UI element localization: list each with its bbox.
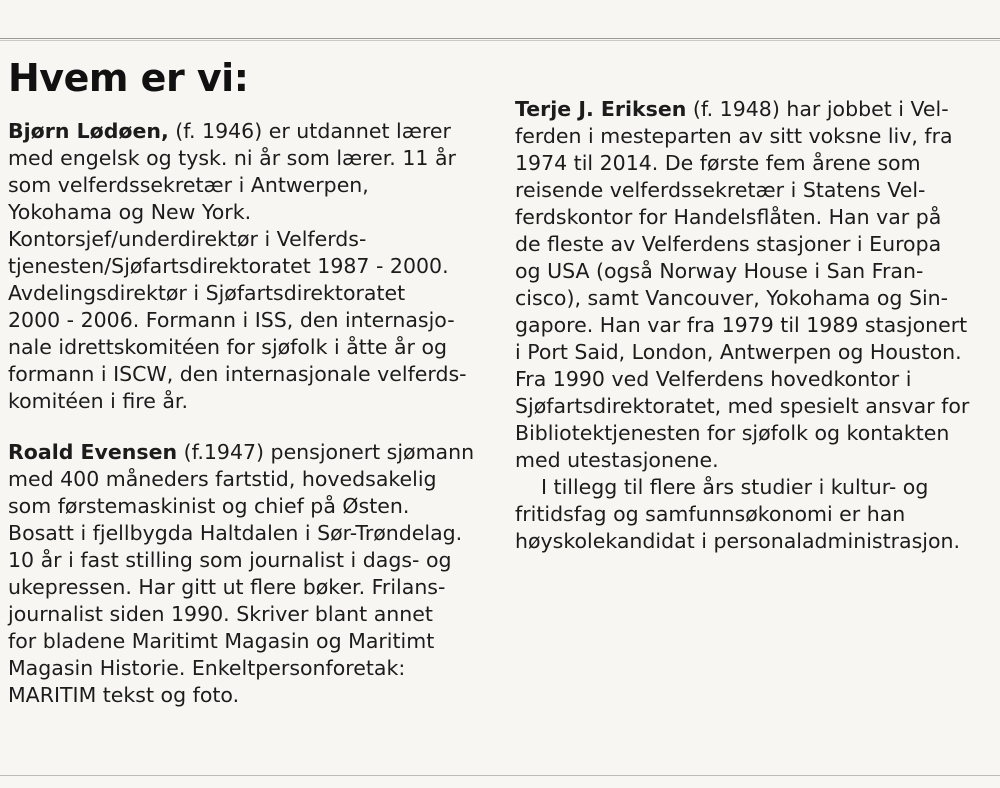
bio-line: komitéen i fire år.: [8, 389, 188, 413]
bio-line: som førstemaskinist og chief på Østen.: [8, 494, 410, 518]
bio-line: reisende velferdssekretær i Statens Vel-: [515, 178, 926, 202]
bio-line: med utestasjonene.: [515, 448, 719, 472]
bio-line: Roald Evensen (f.1947) pensjonert sjømann: [8, 440, 475, 464]
bio-line: Fra 1990 ved Velferdens hovedkontor i: [515, 367, 912, 391]
bio-line: tjenesten/Sjøfartsdirektoratet 1987 - 2000.: [8, 254, 449, 278]
bio-line: ukepressen. Har gitt ut flere bøker. Frilans-: [8, 575, 446, 599]
top-rule: [0, 38, 1000, 39]
bio-line: 2000 - 2006. Formann i ISS, den internasjo-: [8, 308, 455, 332]
bio-line: med 400 måneders fartstid, hovedsakelig: [8, 467, 437, 491]
bio-line: de fleste av Velferdens stasjoner i Europa: [515, 232, 942, 256]
bio-line: fritidsfag og samfunnsøkonomi er han: [515, 502, 906, 526]
bio-line: i Port Said, London, Antwerpen og Houston.: [515, 340, 962, 364]
bio-line: 10 år i fast stilling som journalist i dags- og: [8, 548, 452, 572]
bio-line: 1974 til 2014. De første fem årene som: [515, 151, 921, 175]
right-column: [515, 96, 1000, 555]
bio-line: gapore. Han var fra 1979 til 1989 stasjonert: [515, 313, 968, 337]
bio-line: Bjørn Lødøen, (f. 1946) er utdannet lærer: [8, 119, 451, 143]
bio-line: som velferdssekretær i Antwerpen,: [8, 173, 369, 197]
person-name: Roald Evensen: [8, 440, 178, 464]
bio-paragraph-evensen: [8, 439, 508, 709]
bio-line: Bibliotektjenesten for sjøfolk og kontakten: [515, 421, 950, 445]
bio-line: høyskolekandidat i personaladministrasjon.: [515, 529, 961, 553]
left-column: [8, 118, 508, 709]
bio-line: I tillegg til flere års studier i kultur- og: [541, 475, 929, 499]
article-heading: Hvem er vi:: [8, 56, 249, 100]
bio-line: Terje J. Eriksen (f. 1948) har jobbet i Vel-: [515, 97, 949, 121]
bio-line: MARITIM tekst og foto.: [8, 683, 240, 707]
bio-line: Bosatt i fjellbygda Haltdalen i Sør-Trøndelag.: [8, 521, 463, 545]
bio-line: Avdelingsdirektør i Sjøfartsdirektoratet: [8, 281, 406, 305]
bio-line: Yokohama og New York.: [8, 200, 252, 224]
bio-line: formann i ISCW, den internasjonale velferds-: [8, 362, 467, 386]
bio-line: ferden i mesteparten av sitt voksne liv, fra: [515, 124, 953, 148]
bio-line: for bladene Maritimt Magasin og Maritimt: [8, 629, 435, 653]
bio-line: cisco), samt Vancouver, Yokohama og Sin-: [515, 286, 949, 310]
bio-line: Sjøfartsdirektoratet, med spesielt ansvar for: [515, 394, 970, 418]
bio-paragraph-eriksen-extra: [515, 474, 1000, 555]
bio-line: journalist siden 1990. Skriver blant annet: [8, 602, 433, 626]
person-name: Bjørn Lødøen,: [8, 119, 169, 143]
person-name: Terje J. Eriksen: [515, 97, 687, 121]
bio-line: Kontorsjef/underdirektør i Velferds-: [8, 227, 367, 251]
bio-line: ferdskontor for Handelsflåten. Han var på: [515, 205, 942, 229]
bio-line: Magasin Historie. Enkeltpersonforetak:: [8, 656, 406, 680]
bio-line: med engelsk og tysk. ni år som lærer. 11 år: [8, 146, 456, 170]
bio-line: nale idrettskomitéen for sjøfolk i åtte år og: [8, 335, 448, 359]
bio-paragraph-lodoen: [8, 118, 508, 415]
bio-line: og USA (også Norway House i San Fran-: [515, 259, 924, 283]
bio-paragraph-eriksen: [515, 96, 1000, 474]
